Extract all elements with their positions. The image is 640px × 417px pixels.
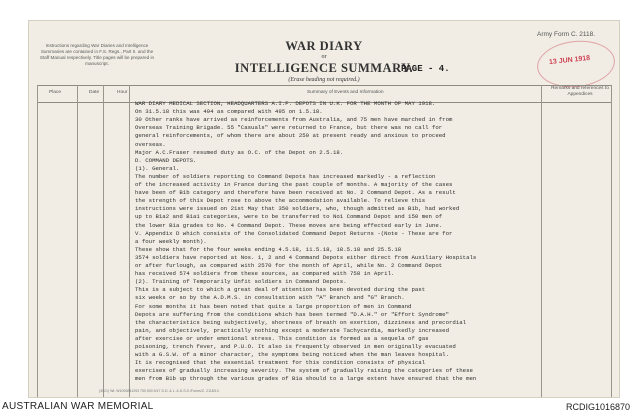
diary-line: Depots are suffering from the conditions which has been termed "D.A.H." or "Effort Syndrome" [135, 310, 450, 318]
diary-line: 3574 soldiers have reported at Nos. 1, 2 and 4 Command Depots either direct from Auxiliary Hospitals [135, 253, 477, 261]
archive-caption-bar [0, 397, 640, 417]
diary-line: general reinforcements, of whom there are about 250 at present ready and anxious to proceed [135, 132, 446, 140]
diary-line: after exercise or under emotional stress. This condition is formed as a sequela of gas [135, 334, 429, 342]
diary-line: or after furlough, as compared with 2570 for the month of April, while No. 2 Command Depot [135, 262, 443, 269]
column-place: Place [49, 90, 61, 95]
diary-line: WAR DIARY MEDICAL SECTION, HEADQUARTERS A.I.F. DEPOTS IN U.K. FOR THE MONTH OF MAY 1918. [135, 100, 436, 107]
archive-reference: RCDIG1016870 [565, 402, 630, 412]
diary-line: D. COMMAND DEPOTS. [135, 156, 197, 164]
diary-line: V. Appendix D which consists of the Consolidated Command Depot Returns -(Note - These are for [135, 229, 453, 237]
rule-line [103, 85, 104, 397]
title-intelligence-summary: INTELLIGENCE SUMMARY. [234, 61, 414, 75]
diary-line: poisoning, trench fever, and P.U.O. It also is frequently observed in men originally evacuated [135, 343, 456, 350]
diary-line: instructions were issued on 21st May that 350 soldiers, who, though admitted as B1b, had worked [135, 205, 460, 213]
diary-line: Overseas Training Brigade. 55 "Casuals" were returned to France, but there was no call for [135, 124, 443, 132]
diary-line: the lower B1a grades to No. 4 Command Depot. These moves are being effected early in June. [135, 221, 443, 229]
title-or: or [321, 54, 327, 60]
army-form-label: Army Form C. 2118. [537, 31, 596, 38]
diary-line: pain, and objectively, practically nothing except a moderate Tachycardia, markedly increased [135, 326, 450, 334]
rule-line [77, 85, 78, 397]
diary-line: with a G.S.W. of a minor character, the symptoms being noticed when the man leaves hospital. [135, 351, 450, 359]
diary-line: Major A.C.Fraser resumed duty as O.C. of the Depot on 2.5.18. [135, 148, 344, 156]
rule-line [129, 85, 130, 397]
diary-line: For some months it has been noted that quite a large proportion of men in Command [135, 302, 412, 310]
war-diary-page [28, 20, 620, 398]
diary-line: (1). General. [135, 164, 180, 172]
diary-line: have been of B1b category and therefore have been received at No. 2 Command Depot. As a result [135, 189, 456, 197]
diary-line: six weeks or so by the A.D.M.S. in consultation with "A" Branch and "G" Branch. [135, 294, 405, 302]
instructions-note: Instructions regarding War Diaries and Intelligence Summaries are contained in F.S. Regs., Part II. and the Staff Manual respectively. Title pages will be prepared in manuscript. [39, 43, 155, 66]
column-remarks: Remarks and references to Appendices [551, 86, 609, 97]
column-hour: Hour [117, 90, 128, 95]
diary-line: overseas. [135, 140, 166, 148]
title-war-diary: WAR DIARY [285, 39, 363, 53]
stamp-date: 13 JUN 1918 [548, 54, 591, 67]
diary-line: (2). Training of Temporarily Unfit soldiers in Command Depots. [135, 278, 347, 286]
diary-line: up to B1a2 and B1a1 categories, were to be transferred to No1 Command Depot and 150 men of [135, 213, 443, 221]
rule-line [611, 85, 612, 397]
archive-name: AUSTRALIAN WAR MEMORIAL [2, 401, 154, 412]
column-summary: Summary of Events and Information [307, 90, 384, 95]
title-note: (Erase heading not required.) [288, 77, 360, 83]
printer-note: (3021) Wt. W1093/M1293 750,000 5/17 D.D. & L. A.D.S.S./Forms/C. 2118/13. [99, 389, 220, 393]
diary-line: 30 Other ranks have arrived as reinforcements from Australia, and 75 men have marched in from [135, 116, 453, 124]
diary-line: On 31.5.18 this was 494 as compared with 495 on 1.5.18. [135, 108, 323, 116]
diary-line: The number of soldiers reporting to Command Depots has increased markedly - a reflection [135, 172, 436, 180]
diary-line: men from B1b up through the various grades of B1a should to a large extent have ensured that the men [135, 375, 477, 383]
diary-line: a four weekly month). [135, 237, 207, 245]
diary-line: the characteristics being subjectively, shortness of breath on exertion, dizziness and precordial [135, 318, 467, 326]
diary-line: It is recognised that the essential treatment for this condition consists of physical [135, 359, 426, 367]
diary-line: of the increased activity in France during the past couple of months. A majority of the cases [135, 181, 453, 188]
diary-line: has received 574 soldiers from these sources, as compared with 758 in April. [135, 270, 395, 278]
column-date: Date [89, 90, 100, 95]
diary-line: These show that for the four weeks ending 4.5.18, 11.5.18, 18.5.18 and 25.5.18 [135, 245, 402, 253]
rule-line [37, 85, 38, 397]
diary-line: This is a subject to which a great deal of attention has been devoted during the past [135, 286, 426, 294]
diary-line: exercises of gradually increasing severity. The system of gradually raising the categories of these [135, 367, 473, 375]
rule-line [541, 85, 542, 397]
page-number: PAGE - 4. [401, 64, 450, 74]
diary-line: the strength of this Depot rose to above the accommodation available. To relieve this [135, 197, 426, 205]
